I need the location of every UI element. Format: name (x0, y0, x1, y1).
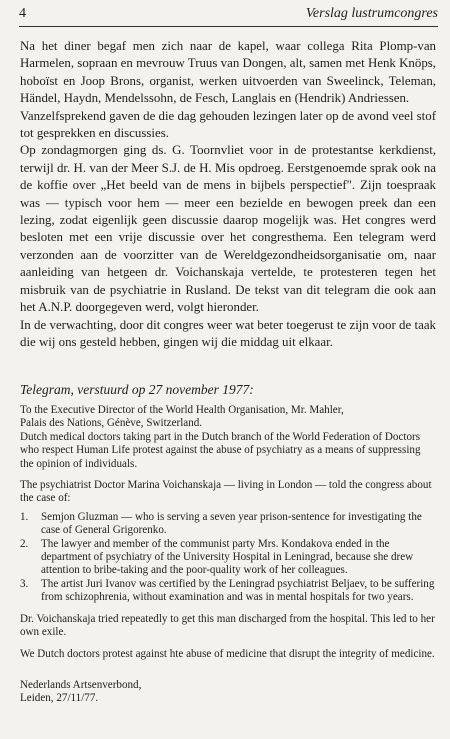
list-item (20, 578, 436, 605)
body-text (20, 38, 436, 351)
telegram-text (20, 404, 436, 706)
case-number: 1. (20, 510, 29, 523)
paragraph-closing: In de verwachting, door dit congres weer wat beter toegerust te zijn voor de taak die wij ons gesteld hebben, gingen wij die middag uit elkaar. (20, 317, 436, 349)
list-item (20, 538, 436, 578)
case-text: Semjon Gluzman — who is serving a seven year prison-sentence for investigating the case of General Grigorenko. (41, 510, 422, 537)
case-number: 2. (20, 537, 29, 550)
telegram-intro: Dutch medical doctors taking part in the Dutch branch of the World Federation of Doctors who respect Human Life protest against the abuse of psychiatry as a means of suppressing the opinion of individuals. (20, 430, 421, 470)
page-number: 4 (19, 6, 26, 21)
paragraph-concert: Na het diner begaf men zich naar de kapel, waar collega Rita Plomp-van Harmelen, sopraan en mevrouw Truus van Dongen, alt, samen met Henk Knöps, hoboïst en Joop Brons, organist, werken uitvoerden van Sweelinck, Teleman, Händel, Haydn, Mendelssohn, de Fesch, Langlais en (Hendrik) Andriessen. (20, 39, 436, 106)
page-header (19, 4, 438, 27)
addressee-line-2: Palais des Nations, Génève, Switzerland. (20, 417, 203, 430)
case-intro: The psychiatrist Doctor Marina Voichanskaja — living in London — told the congress about the case of: (20, 479, 432, 505)
addressee-line-1: To the Executive Director of the World Health Organisation, Mr. Mahler, (20, 404, 344, 416)
running-title: Verslag lustrumcongres (305, 6, 438, 21)
list-item (20, 511, 436, 538)
protest-text: We Dutch doctors protest against hte abuse of medicine that disrupt the integrity of medicine. (20, 647, 435, 660)
paragraph-sunday: Op zondagmorgen ging ds. G. Toornvliet voor in de protestantse kerkdienst, terwijl dr. H. van der Meer S.J. de H. Mis opdroeg. Eerstgenoemde sprak ook na de koffie over „Het beeld van de mens in bijbels perspectief". Zijn toespraak was — typisch voor hem — meer een bezielde en bewogen preek dan een lezing, zodat eigenlijk geen discussie daarop mogelijk was. Het congres werd besloten met een vrije discussie over het congresthema. Een telegram werd verzonden aan de voorzitter van de Wereldgezondheidsorganisatie om, naar aanleiding van hetgeen dr. Voichanskaja vertelde, te protesteren tegen het misbruik van de psychiatrie in Rusland. De tekst van dit telegram die ook aan het A.N.P. doorgegeven werd, volgt hieronder. (20, 143, 436, 315)
case-text: The artist Juri Ivanov was certified by the Leningrad psychiatrist Beljaev, to be suffering from schizophrenia, without examination and was in mental hospitals for two years. (41, 577, 435, 604)
signature-line-2: Leiden, 27/11/77. (20, 692, 99, 705)
signature-line-1: Nederlands Artsenverbond, (20, 678, 142, 691)
case-list (20, 511, 436, 605)
case-number: 3. (20, 577, 29, 590)
followup-text: Dr. Voichanskaja tried repeatedly to get this man discharged from the hospital. This led to her own exile. (20, 612, 435, 639)
case-text: The lawyer and member of the communist party Mrs. Kondakova ended in the department of psychiatry of the University Hospital in Leningrad, because she drew attention to bribe-taking and the poor-quality work of her colleagues. (41, 537, 414, 577)
telegram-heading: Telegram, verstuurd op 27 november 1977: (20, 382, 254, 397)
paragraph-discussions: Vanzelfsprekend gaven de die dag gehouden lezingen later op de avond veel stof tot gesprekken en discussies. (20, 108, 436, 141)
